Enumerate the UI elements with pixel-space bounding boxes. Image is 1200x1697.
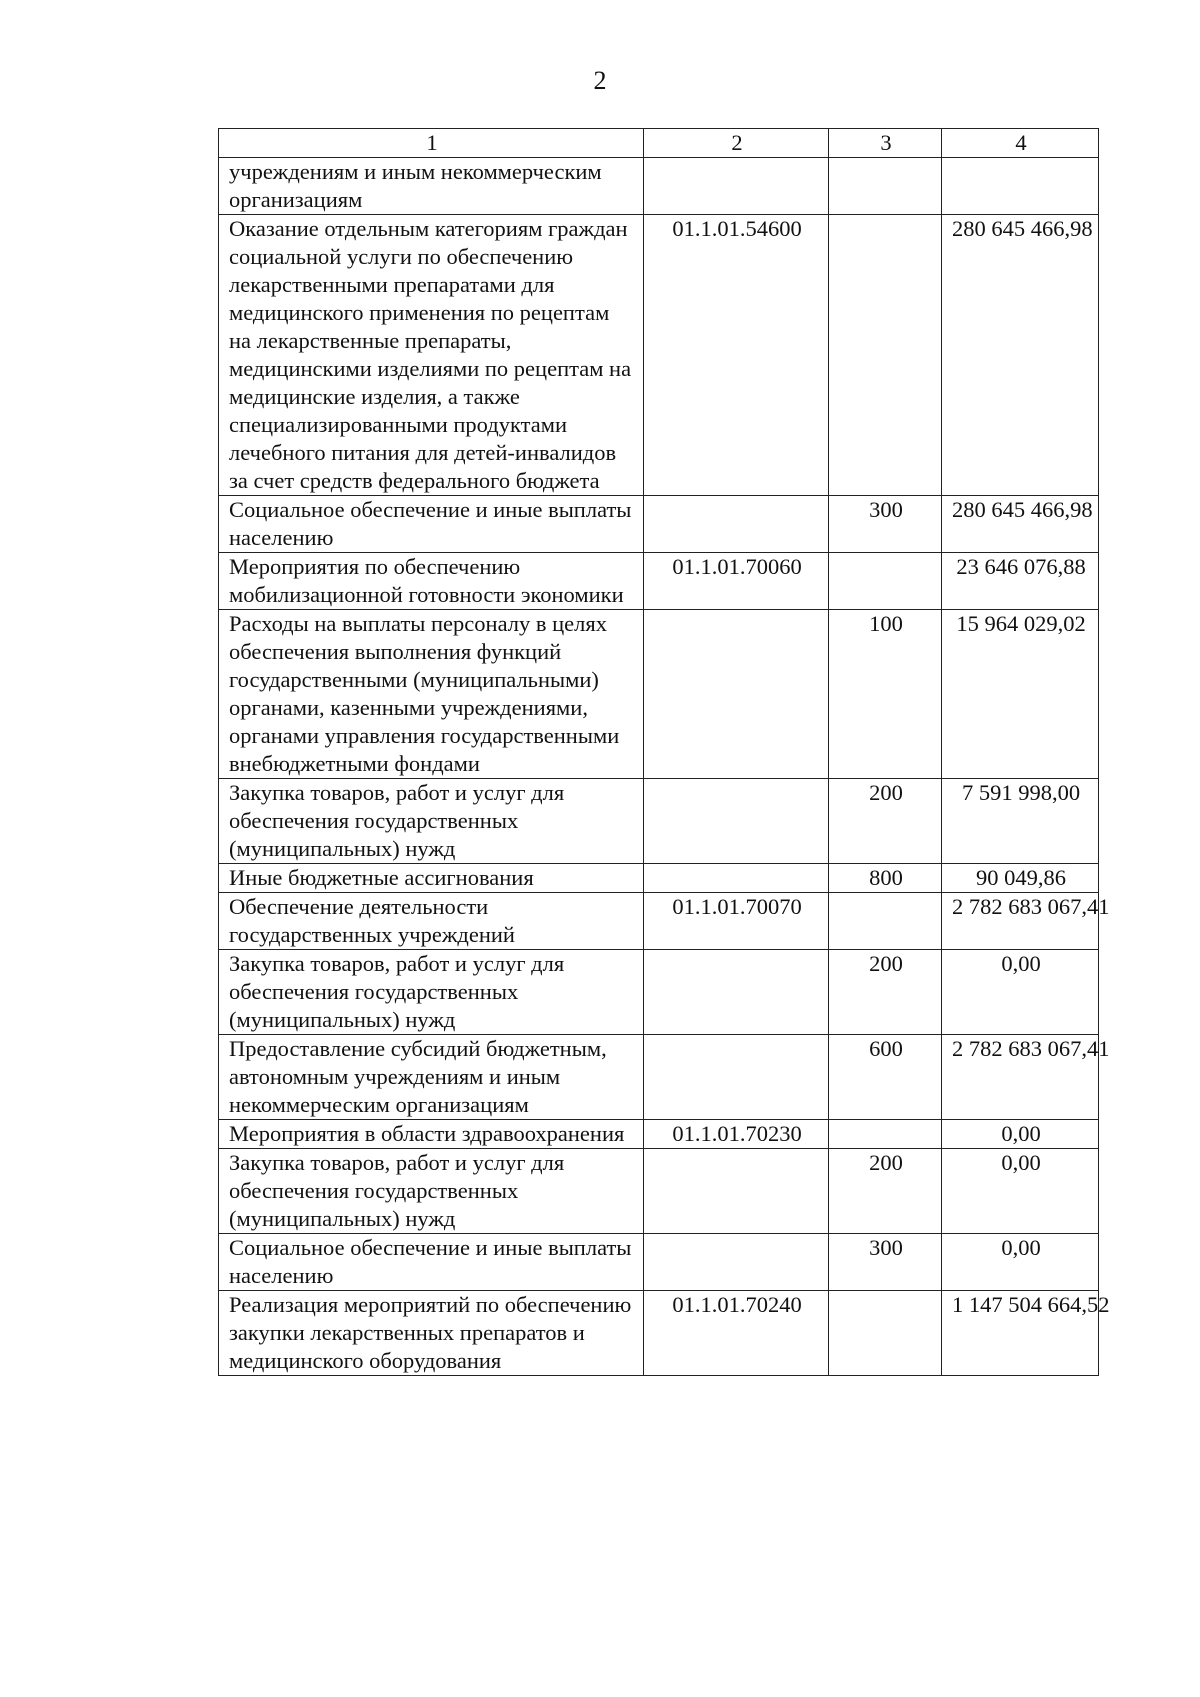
expense-name: Иные бюджетные ассигнования (219, 864, 644, 893)
expense-type (829, 553, 942, 610)
table-row (219, 893, 1099, 950)
target-code (644, 610, 829, 779)
target-code (644, 1035, 829, 1120)
header-row (219, 129, 1099, 158)
expense-type (829, 893, 942, 950)
table-header (219, 129, 1099, 158)
expense-type: 300 (829, 1234, 942, 1291)
expense-name: Мероприятия по обеспечению мобилизационной готовности экономики (219, 553, 644, 610)
expense-name: Оказание отдельным категориям граждан социальной услуги по обеспечению лекарственными препаратами для медицинского применения по рецептам на лекарственные препараты, медицинскими изделиями по рецептам на медицинские изделия, а также специализированными продуктами лечебного питания для детей-инвалидов за счет средств федерального бюджета (219, 215, 644, 496)
budget-table (218, 128, 1110, 1376)
table-body (219, 158, 1110, 1376)
expense-type: 200 (829, 950, 942, 1035)
table-row (219, 496, 1099, 553)
expense-name: Обеспечение деятельности государственных учреждений (219, 893, 644, 950)
expense-type: 300 (829, 496, 942, 553)
expense-name: Закупка товаров, работ и услуг для обеспечения государственных (муниципальных) нужд (219, 1149, 644, 1234)
column-header-4: 4 (942, 129, 1099, 158)
amount: 2 782 683 067,41 (942, 893, 1099, 950)
target-code (644, 950, 829, 1035)
expense-type (829, 215, 942, 496)
expense-name: Мероприятия в области здравоохранения (219, 1120, 644, 1149)
target-code: 01.1.01.70230 (644, 1120, 829, 1149)
amount: 0,00 (942, 950, 1099, 1035)
table-row (219, 553, 1099, 610)
amount: 7 591 998,00 (942, 779, 1099, 864)
target-code: 01.1.01.70060 (644, 553, 829, 610)
amount: 23 646 076,88 (942, 553, 1099, 610)
target-code (644, 864, 829, 893)
target-code (644, 1234, 829, 1291)
expense-name: Закупка товаров, работ и услуг для обеспечения государственных (муниципальных) нужд (219, 950, 644, 1035)
expense-name: Социальное обеспечение и иные выплаты населению (219, 496, 644, 553)
table-row (219, 1120, 1099, 1149)
target-code: 01.1.01.54600 (644, 215, 829, 496)
table-row (219, 610, 1099, 779)
amount: 2 782 683 067,41 (942, 1035, 1099, 1120)
amount: 0,00 (942, 1234, 1099, 1291)
expense-type: 200 (829, 779, 942, 864)
table-row (219, 1035, 1099, 1120)
target-code (644, 1149, 829, 1234)
table-row (219, 215, 1099, 496)
expense-type (829, 1120, 942, 1149)
expense-name: Реализация мероприятий по обеспечению закупки лекарственных препаратов и медицинского оборудования (219, 1291, 644, 1376)
column-header-3: 3 (829, 129, 942, 158)
table-row (219, 864, 1099, 893)
expense-type: 100 (829, 610, 942, 779)
expense-name: Расходы на выплаты персоналу в целях обеспечения выполнения функций государственными (муниципальными) органами, казенными учреждениями, органами управления государственными внебюджетными фондами (219, 610, 644, 779)
target-code (644, 496, 829, 553)
table-row (219, 1234, 1099, 1291)
expense-type (829, 158, 942, 215)
page-number: 2 (593, 66, 607, 95)
expense-type: 200 (829, 1149, 942, 1234)
expense-name: Предоставление субсидий бюджетным, автономным учреждениям и иным некоммерческим организациям (219, 1035, 644, 1120)
expense-name: Социальное обеспечение и иные выплаты населению (219, 1234, 644, 1291)
target-code (644, 779, 829, 864)
amount: 0,00 (942, 1120, 1099, 1149)
amount: 1 147 504 664,52 (942, 1291, 1099, 1376)
table-row (219, 158, 1099, 215)
expense-type: 600 (829, 1035, 942, 1120)
target-code: 01.1.01.70070 (644, 893, 829, 950)
table-row (219, 1149, 1099, 1234)
amount: 280 645 466,98 (942, 215, 1099, 496)
amount: 280 645 466,98 (942, 496, 1099, 553)
target-code (644, 158, 829, 215)
table-row (219, 779, 1099, 864)
amount: 90 049,86 (942, 864, 1099, 893)
expense-name: учреждениям и иным некоммерческим организациям (219, 158, 644, 215)
amount: 0,00 (942, 1149, 1099, 1234)
expense-type: 800 (829, 864, 942, 893)
expense-name: Закупка товаров, работ и услуг для обеспечения государственных (муниципальных) нужд (219, 779, 644, 864)
target-code: 01.1.01.70240 (644, 1291, 829, 1376)
column-header-2: 2 (644, 129, 829, 158)
column-header-1: 1 (219, 129, 644, 158)
amount (942, 158, 1099, 215)
table-row (219, 950, 1099, 1035)
table-row (219, 1291, 1099, 1376)
amount: 15 964 029,02 (942, 610, 1099, 779)
expense-type (829, 1291, 942, 1376)
